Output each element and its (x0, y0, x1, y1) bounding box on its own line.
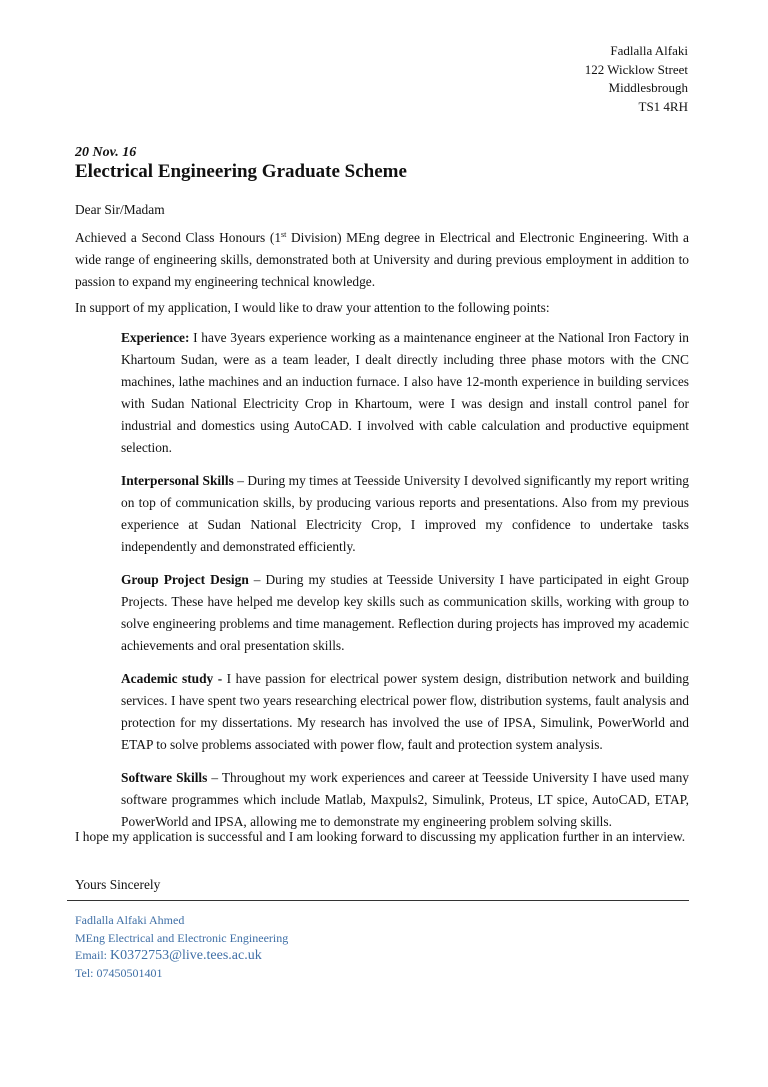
support-paragraph: In support of my application, I would like to draw your attention to the following points: (75, 300, 550, 315)
point-text: I have passion for electrical power system design, distribution network and building services. I have spent two years researching electrical power flow, distribution systems, fault analysis and protection for my dissertations. My research has involved the use of IPSA, Simulink, PowerWorld and ETAP to solve problems associated with power flow, fault and protection system analysis. (121, 671, 689, 752)
point-text: – Throughout my work experiences and career at Teesside University I have used many software programmes which include Matlab, Maxpuls2, Simulink, Proteus, LT spice, AutoCAD, ETAP, PowerWorld and IPSA, allowing me to demonstrate my engineering problem solving skills. (121, 770, 690, 829)
sender-city: Middlesbrough (608, 80, 688, 95)
point-text: – During my studies at Teesside University I have participated in eight Group Projects. These have helped me develop key skills such as communication skills, working with group to solve engineering problems and time management. Reflection during projects has improved my academic achievements and oral presentation skills. (121, 572, 689, 653)
sender-postcode: TS1 4RH (638, 98, 688, 114)
salutation: Dear Sir/Madam (75, 202, 165, 217)
point-group-project-design (121, 569, 689, 657)
point-software-skills (121, 767, 689, 833)
key-points (121, 327, 689, 844)
point-heading: Software Skills (121, 770, 208, 785)
point-academic-study (121, 668, 689, 756)
signature-tel: Tel: 07450501401 (75, 965, 163, 980)
point-text: – During my times at Teesside University I devolved significantly my report writing on top of communication skills, by producing various reports and presentations. Also from my previous experience at Sudan National Electricity Crop, I improved my confidence to undertake tasks independently and demonstrated efficiently. (121, 473, 689, 554)
sender-street: 122 Wicklow Street (584, 61, 688, 77)
signature-email (75, 947, 288, 965)
point-heading: Experience: (121, 330, 190, 345)
email-link[interactable]: K0372753@live.tees.ac.uk (110, 948, 262, 963)
signature-block (75, 912, 288, 982)
point-heading: Academic study - (121, 671, 223, 686)
intro-text-start: Achieved a Second Class Honours (1 (75, 230, 282, 245)
sender-address (585, 42, 688, 116)
point-interpersonal-skills (121, 470, 689, 558)
signature-degree: MEng Electrical and Electronic Engineering (75, 930, 289, 945)
intro-paragraph (75, 227, 689, 293)
letter-date: 20 Nov. 16 (75, 145, 137, 160)
intro-text-end: Division) MEng degree in Electrical and Electronic Engineering. With a wide range of engineering skills, demonstrated both at University and during previous employment in addition to passion to expand my engineering technical knowledge. (75, 230, 689, 289)
signature-divider (67, 900, 689, 901)
closing-paragraph: I hope my application is successful and I am looking forward to discussing my application further in an interview. (75, 829, 686, 844)
point-text: I have 3years experience working as a maintenance engineer at the National Iron Factory in Khartoum Sudan, were as a team leader, I dealt directly including three phase motors with the CNC machines, lathe machines and an induction furnace. I also have 12-month experience in building services with Sudan National Electricity Crop in Khartoum, were I was design and install control panel for industrial and domestics using AutoCAD. I involved with cable calculation and productive equipment selection. (121, 330, 689, 455)
intro-superscript: st (281, 230, 287, 239)
point-experience (121, 327, 689, 459)
point-heading: Group Project Design (121, 572, 249, 587)
point-heading: Interpersonal Skills (121, 473, 234, 488)
signature-name: Fadlalla Alfaki Ahmed (75, 913, 185, 927)
letter-title: Electrical Engineering Graduate Scheme (75, 161, 407, 182)
email-label: Email: (75, 948, 107, 962)
sender-name: Fadlalla Alfaki (610, 43, 688, 58)
sign-off: Yours Sincerely (75, 877, 161, 892)
